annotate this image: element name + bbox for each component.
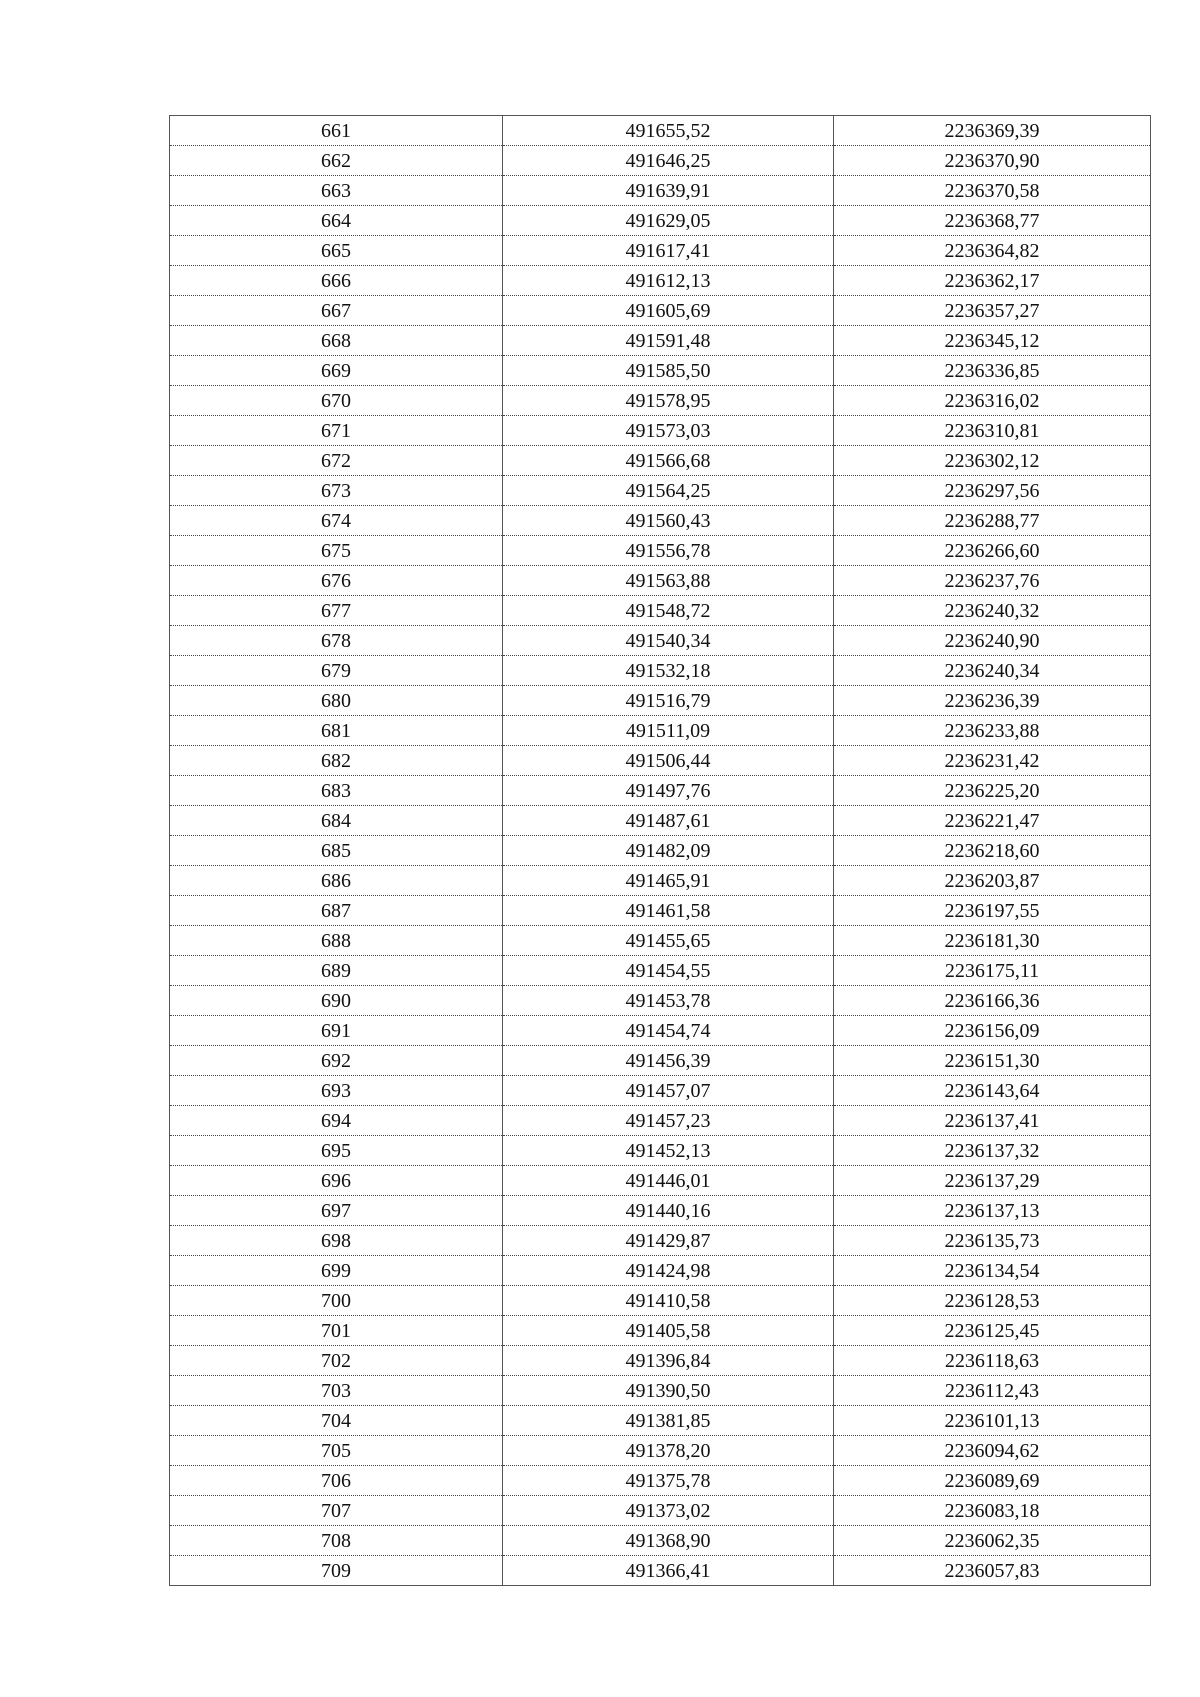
table-row — [170, 356, 1151, 386]
point-number-cell: 691 — [170, 1016, 503, 1046]
y-coordinate-cell: 2236225,20 — [834, 776, 1151, 806]
table-row — [170, 596, 1151, 626]
point-number-cell: 706 — [170, 1466, 503, 1496]
table-row — [170, 1556, 1151, 1586]
y-coordinate-cell: 2236151,30 — [834, 1046, 1151, 1076]
y-coordinate-cell: 2236112,43 — [834, 1376, 1151, 1406]
x-coordinate-cell: 491465,91 — [503, 866, 834, 896]
y-coordinate-cell: 2236135,73 — [834, 1226, 1151, 1256]
x-coordinate-cell: 491410,58 — [503, 1286, 834, 1316]
point-number-cell: 684 — [170, 806, 503, 836]
x-coordinate-cell: 491655,52 — [503, 116, 834, 146]
table-row — [170, 326, 1151, 356]
point-number-cell: 670 — [170, 386, 503, 416]
x-coordinate-cell: 491381,85 — [503, 1406, 834, 1436]
y-coordinate-cell: 2236370,90 — [834, 146, 1151, 176]
table-row — [170, 506, 1151, 536]
x-coordinate-cell: 491452,13 — [503, 1136, 834, 1166]
x-coordinate-cell: 491405,58 — [503, 1316, 834, 1346]
point-number-cell: 672 — [170, 446, 503, 476]
y-coordinate-cell: 2236369,39 — [834, 116, 1151, 146]
table-row — [170, 476, 1151, 506]
y-coordinate-cell: 2236143,64 — [834, 1076, 1151, 1106]
x-coordinate-cell: 491566,68 — [503, 446, 834, 476]
x-coordinate-cell: 491548,72 — [503, 596, 834, 626]
table-row — [170, 986, 1151, 1016]
point-number-cell: 681 — [170, 716, 503, 746]
x-coordinate-cell: 491617,41 — [503, 236, 834, 266]
point-number-cell: 695 — [170, 1136, 503, 1166]
point-number-cell: 682 — [170, 746, 503, 776]
point-number-cell: 674 — [170, 506, 503, 536]
point-number-cell: 664 — [170, 206, 503, 236]
y-coordinate-cell: 2236057,83 — [834, 1556, 1151, 1586]
x-coordinate-cell: 491446,01 — [503, 1166, 834, 1196]
y-coordinate-cell: 2236233,88 — [834, 716, 1151, 746]
table-row — [170, 566, 1151, 596]
table-row — [170, 1256, 1151, 1286]
point-number-cell: 668 — [170, 326, 503, 356]
table-row — [170, 1436, 1151, 1466]
point-number-cell: 679 — [170, 656, 503, 686]
x-coordinate-cell: 491564,25 — [503, 476, 834, 506]
y-coordinate-cell: 2236236,39 — [834, 686, 1151, 716]
table-row — [170, 716, 1151, 746]
x-coordinate-cell: 491612,13 — [503, 266, 834, 296]
point-number-cell: 661 — [170, 116, 503, 146]
y-coordinate-cell: 2236231,42 — [834, 746, 1151, 776]
x-coordinate-cell: 491591,48 — [503, 326, 834, 356]
y-coordinate-cell: 2236266,60 — [834, 536, 1151, 566]
point-number-cell: 677 — [170, 596, 503, 626]
table-row — [170, 1466, 1151, 1496]
table-row — [170, 1106, 1151, 1136]
point-number-cell: 692 — [170, 1046, 503, 1076]
table-row — [170, 1496, 1151, 1526]
y-coordinate-cell: 2236125,45 — [834, 1316, 1151, 1346]
table-row — [170, 1076, 1151, 1106]
table-row — [170, 1346, 1151, 1376]
y-coordinate-cell: 2236137,29 — [834, 1166, 1151, 1196]
table-row — [170, 176, 1151, 206]
x-coordinate-cell: 491573,03 — [503, 416, 834, 446]
point-number-cell: 667 — [170, 296, 503, 326]
table-row — [170, 446, 1151, 476]
table-row — [170, 656, 1151, 686]
y-coordinate-cell: 2236175,11 — [834, 956, 1151, 986]
y-coordinate-cell: 2236302,12 — [834, 446, 1151, 476]
x-coordinate-cell: 491373,02 — [503, 1496, 834, 1526]
point-number-cell: 671 — [170, 416, 503, 446]
y-coordinate-cell: 2236221,47 — [834, 806, 1151, 836]
point-number-cell: 676 — [170, 566, 503, 596]
table-row — [170, 266, 1151, 296]
x-coordinate-cell: 491511,09 — [503, 716, 834, 746]
table-row — [170, 1196, 1151, 1226]
point-number-cell: 686 — [170, 866, 503, 896]
y-coordinate-cell: 2236316,02 — [834, 386, 1151, 416]
point-number-cell: 687 — [170, 896, 503, 926]
y-coordinate-cell: 2236137,13 — [834, 1196, 1151, 1226]
point-number-cell: 699 — [170, 1256, 503, 1286]
point-number-cell: 678 — [170, 626, 503, 656]
y-coordinate-cell: 2236128,53 — [834, 1286, 1151, 1316]
table-row — [170, 1136, 1151, 1166]
y-coordinate-cell: 2236357,27 — [834, 296, 1151, 326]
x-coordinate-cell: 491556,78 — [503, 536, 834, 566]
point-number-cell: 669 — [170, 356, 503, 386]
x-coordinate-cell: 491585,50 — [503, 356, 834, 386]
x-coordinate-cell: 491605,69 — [503, 296, 834, 326]
y-coordinate-cell: 2236240,34 — [834, 656, 1151, 686]
x-coordinate-cell: 491532,18 — [503, 656, 834, 686]
y-coordinate-cell: 2236362,17 — [834, 266, 1151, 296]
x-coordinate-cell: 491482,09 — [503, 836, 834, 866]
y-coordinate-cell: 2236062,35 — [834, 1526, 1151, 1556]
y-coordinate-cell: 2236364,82 — [834, 236, 1151, 266]
x-coordinate-cell: 491506,44 — [503, 746, 834, 776]
table-row — [170, 836, 1151, 866]
point-number-cell: 680 — [170, 686, 503, 716]
y-coordinate-cell: 2236370,58 — [834, 176, 1151, 206]
table-row — [170, 1376, 1151, 1406]
y-coordinate-cell: 2236166,36 — [834, 986, 1151, 1016]
x-coordinate-cell: 491457,07 — [503, 1076, 834, 1106]
x-coordinate-cell: 491396,84 — [503, 1346, 834, 1376]
x-coordinate-cell: 491516,79 — [503, 686, 834, 716]
table-row — [170, 746, 1151, 776]
point-number-cell: 683 — [170, 776, 503, 806]
y-coordinate-cell: 2236203,87 — [834, 866, 1151, 896]
table-row — [170, 116, 1151, 146]
x-coordinate-cell: 491454,55 — [503, 956, 834, 986]
point-number-cell: 705 — [170, 1436, 503, 1466]
x-coordinate-cell: 491453,78 — [503, 986, 834, 1016]
x-coordinate-cell: 491560,43 — [503, 506, 834, 536]
x-coordinate-cell: 491563,88 — [503, 566, 834, 596]
y-coordinate-cell: 2236237,76 — [834, 566, 1151, 596]
table-row — [170, 296, 1151, 326]
x-coordinate-cell: 491366,41 — [503, 1556, 834, 1586]
y-coordinate-cell: 2236137,32 — [834, 1136, 1151, 1166]
x-coordinate-cell: 491646,25 — [503, 146, 834, 176]
x-coordinate-cell: 491639,91 — [503, 176, 834, 206]
y-coordinate-cell: 2236240,32 — [834, 596, 1151, 626]
table-row — [170, 776, 1151, 806]
table-row — [170, 686, 1151, 716]
coordinates-table — [169, 115, 1151, 1586]
table-row — [170, 206, 1151, 236]
y-coordinate-cell: 2236297,56 — [834, 476, 1151, 506]
y-coordinate-cell: 2236089,69 — [834, 1466, 1151, 1496]
point-number-cell: 675 — [170, 536, 503, 566]
table-row — [170, 806, 1151, 836]
x-coordinate-cell: 491497,76 — [503, 776, 834, 806]
table-row — [170, 1046, 1151, 1076]
y-coordinate-cell: 2236181,30 — [834, 926, 1151, 956]
table-row — [170, 1016, 1151, 1046]
point-number-cell: 662 — [170, 146, 503, 176]
point-number-cell: 685 — [170, 836, 503, 866]
y-coordinate-cell: 2236197,55 — [834, 896, 1151, 926]
y-coordinate-cell: 2236240,90 — [834, 626, 1151, 656]
point-number-cell: 697 — [170, 1196, 503, 1226]
table-row — [170, 896, 1151, 926]
table-row — [170, 1406, 1151, 1436]
table-row — [170, 956, 1151, 986]
point-number-cell: 708 — [170, 1526, 503, 1556]
point-number-cell: 709 — [170, 1556, 503, 1586]
y-coordinate-cell: 2236218,60 — [834, 836, 1151, 866]
x-coordinate-cell: 491578,95 — [503, 386, 834, 416]
point-number-cell: 707 — [170, 1496, 503, 1526]
y-coordinate-cell: 2236083,18 — [834, 1496, 1151, 1526]
x-coordinate-cell: 491461,58 — [503, 896, 834, 926]
point-number-cell: 663 — [170, 176, 503, 206]
table-row — [170, 626, 1151, 656]
x-coordinate-cell: 491375,78 — [503, 1466, 834, 1496]
table-row — [170, 1526, 1151, 1556]
x-coordinate-cell: 491390,50 — [503, 1376, 834, 1406]
table-row — [170, 236, 1151, 266]
x-coordinate-cell: 491457,23 — [503, 1106, 834, 1136]
table-row — [170, 416, 1151, 446]
y-coordinate-cell: 2236368,77 — [834, 206, 1151, 236]
x-coordinate-cell: 491368,90 — [503, 1526, 834, 1556]
point-number-cell: 702 — [170, 1346, 503, 1376]
point-number-cell: 689 — [170, 956, 503, 986]
point-number-cell: 701 — [170, 1316, 503, 1346]
point-number-cell: 693 — [170, 1076, 503, 1106]
x-coordinate-cell: 491629,05 — [503, 206, 834, 236]
x-coordinate-cell: 491424,98 — [503, 1256, 834, 1286]
coordinates-table-body — [170, 116, 1151, 1586]
y-coordinate-cell: 2236137,41 — [834, 1106, 1151, 1136]
point-number-cell: 694 — [170, 1106, 503, 1136]
table-row — [170, 536, 1151, 566]
x-coordinate-cell: 491378,20 — [503, 1436, 834, 1466]
table-row — [170, 1166, 1151, 1196]
x-coordinate-cell: 491540,34 — [503, 626, 834, 656]
y-coordinate-cell: 2236094,62 — [834, 1436, 1151, 1466]
table-row — [170, 146, 1151, 176]
point-number-cell: 690 — [170, 986, 503, 1016]
x-coordinate-cell: 491456,39 — [503, 1046, 834, 1076]
x-coordinate-cell: 491454,74 — [503, 1016, 834, 1046]
point-number-cell: 704 — [170, 1406, 503, 1436]
table-row — [170, 1316, 1151, 1346]
y-coordinate-cell: 2236336,85 — [834, 356, 1151, 386]
point-number-cell: 665 — [170, 236, 503, 266]
x-coordinate-cell: 491455,65 — [503, 926, 834, 956]
y-coordinate-cell: 2236310,81 — [834, 416, 1151, 446]
x-coordinate-cell: 491440,16 — [503, 1196, 834, 1226]
point-number-cell: 703 — [170, 1376, 503, 1406]
y-coordinate-cell: 2236101,13 — [834, 1406, 1151, 1436]
point-number-cell: 698 — [170, 1226, 503, 1256]
table-row — [170, 386, 1151, 416]
table-row — [170, 1286, 1151, 1316]
point-number-cell: 666 — [170, 266, 503, 296]
table-row — [170, 866, 1151, 896]
point-number-cell: 688 — [170, 926, 503, 956]
point-number-cell: 700 — [170, 1286, 503, 1316]
y-coordinate-cell: 2236288,77 — [834, 506, 1151, 536]
table-row — [170, 1226, 1151, 1256]
y-coordinate-cell: 2236118,63 — [834, 1346, 1151, 1376]
x-coordinate-cell: 491487,61 — [503, 806, 834, 836]
table-row — [170, 926, 1151, 956]
y-coordinate-cell: 2236156,09 — [834, 1016, 1151, 1046]
y-coordinate-cell: 2236134,54 — [834, 1256, 1151, 1286]
point-number-cell: 673 — [170, 476, 503, 506]
x-coordinate-cell: 491429,87 — [503, 1226, 834, 1256]
y-coordinate-cell: 2236345,12 — [834, 326, 1151, 356]
point-number-cell: 696 — [170, 1166, 503, 1196]
